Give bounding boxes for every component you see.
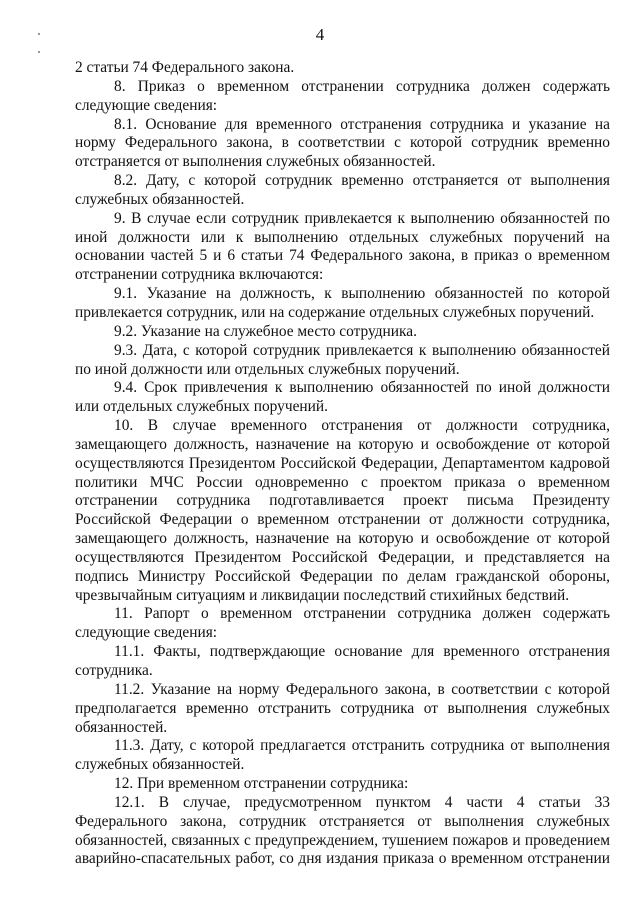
paragraph: 11.2. Указание на норму Федерального закона, в соответствии с которой предполагается временно отстранить сотрудника от выполнения служебных обязанностей. <box>75 680 610 736</box>
paragraph: 9.2. Указание на служебное место сотрудника. <box>114 322 417 340</box>
paragraph: 9.1. Указание на должность, к выполнению обязанностей по которой привлекается сотрудник, или на содержание отдельных служебных поручений. <box>75 285 610 321</box>
paragraph: 9.4. Срок привлечения к выполнению обязанностей по иной должности или отдельных служебных поручений. <box>75 379 610 416</box>
paragraph: 11.1. Факты, подтверждающие основание для временного отстранения сотрудника. <box>75 643 610 679</box>
paragraph: 2 статьи 74 Федерального закона. <box>75 59 295 76</box>
paragraph: 8.2. Дату, с которой сотрудник временно отстраняется от выполнения служебных обязанностей. <box>75 172 610 208</box>
paragraph: 10. В случае временного отстранения от должности сотрудника, замещающего должность, назначение на которую и освобождение от которой осуществляются Президентом Российской Федерации, Департаментом кадровой политики МЧС России одновременно с проектом приказа о временном отстранении сотрудника подготавливается проект письма Президенту Российской Федерации о временном отстранении от должности сотрудника, замещающего должность, назначение на которую и освобождение от которой осуществляются Президентом Российской Федерации, и представляется на подпись Министру Российской Федерации по делам гражданской обороны, чрезвычайным ситуациям и ликвидации последствий стихийных бедствий. <box>75 417 610 604</box>
paragraph: 8. Приказ о временном отстранении сотрудника должен содержать следующие сведения: <box>75 77 610 114</box>
paragraph: 12. При временном отстранении сотрудника: <box>114 775 409 793</box>
paragraph: 12.1. В случае, предусмотренном пунктом 4 части 4 статьи 33 Федерального закона, сотрудник отстраняется от выполнения служебных обязанностей, связанных с предупреждением, тушением пожаров и проведением аварийно-спасательных работ, со дня издания приказа о временном отстранении <box>75 793 610 868</box>
paragraph: 11. Рапорт о временном отстранении сотрудника должен содержать следующие сведения: <box>75 605 610 642</box>
margin-mark-middle <box>38 51 40 53</box>
paragraph: 9.3. Дата, с которой сотрудник привлекается к выполнению обязанностей по иной должности или отдельных служебных поручений. <box>75 341 610 378</box>
paragraph: 8.1. Основание для временного отстранения сотрудника и указание на норму Федерального закона, в соответствии с которой сотрудник временно отстраняется от выполнения служебных обязанностей. <box>75 115 610 171</box>
document-body <box>75 59 610 869</box>
paragraph: 11.3. Дату, с которой предлагается отстранить сотрудника от выполнения служебных обязанностей. <box>75 737 610 774</box>
paragraph: 9. В случае если сотрудник привлекается к выполнению обязанностей по иной должности или к выполнению отдельных служебных поручений на основании частей 5 и 6 статьи 74 Федерального закона, в приказ о временном отстранении сотрудника включаются: <box>75 209 610 284</box>
page-number: 4 <box>315 25 325 44</box>
